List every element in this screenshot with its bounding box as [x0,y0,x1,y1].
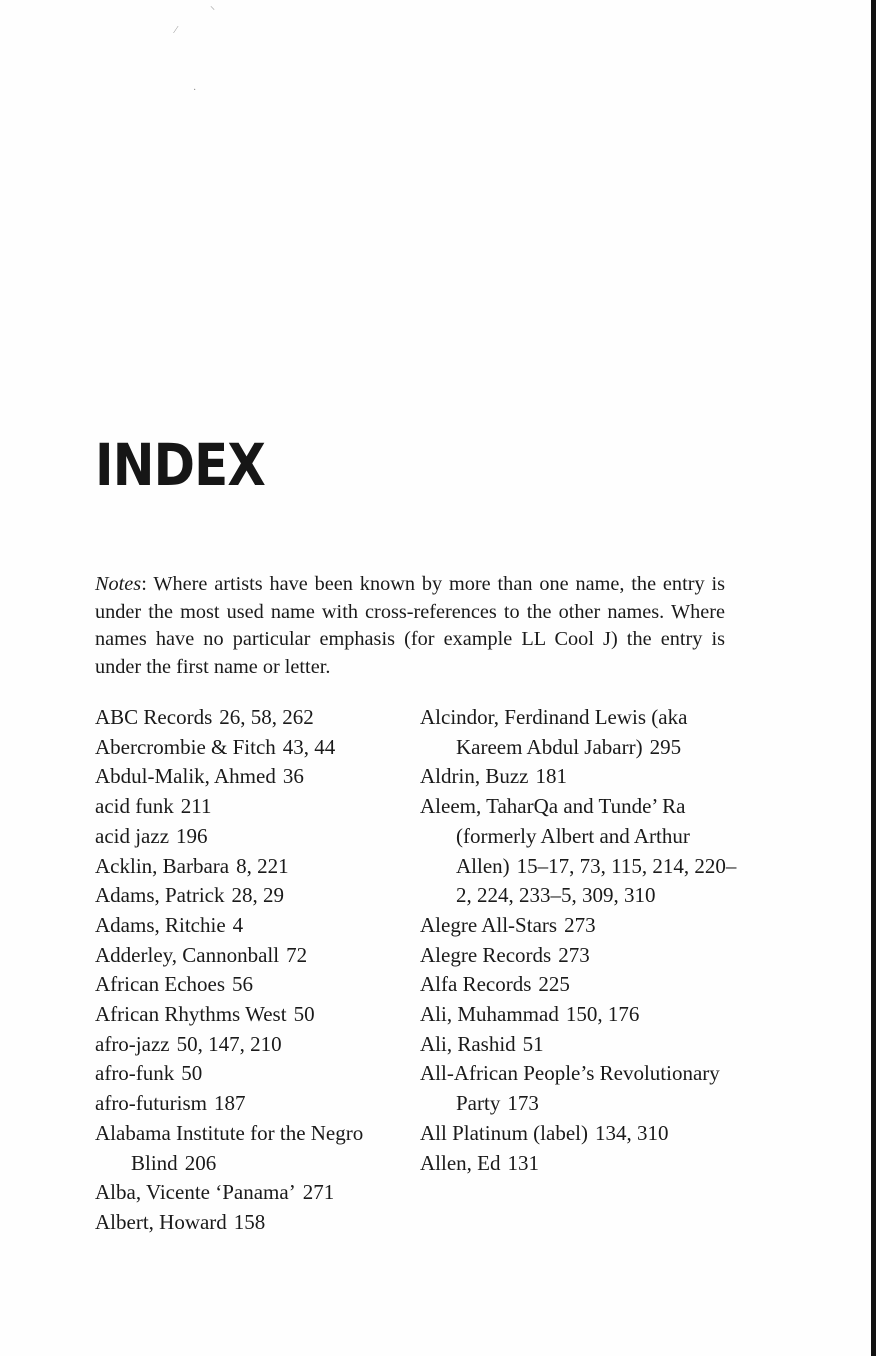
index-entry [95,1059,405,1089]
entry-pages: 134, 310 [594,1120,669,1145]
index-entry [420,1059,740,1118]
index-entry [95,703,405,733]
print-speck: · [193,85,197,96]
index-entry [95,970,405,1000]
index-entry [420,703,740,762]
index-entry [95,852,405,882]
entry-pages: 295 [649,734,682,759]
entry-term: Abdul-Malik, Ahmed [95,764,276,789]
index-entry [95,1000,405,1030]
entry-term: Adams, Ritchie [95,912,226,937]
entry-term: Alfa Records [420,972,532,997]
index-column-left [95,703,405,1238]
index-entry [420,792,740,911]
entry-term: Alcindor, Ferdinand Lewis (aka Kareem Abdul Jabarr) [420,705,688,759]
index-notes [95,571,725,681]
entry-term: Allen, Ed [420,1150,501,1175]
entry-term: Alegre All-Stars [420,912,558,937]
index-entry [95,792,405,822]
entry-pages: 28, 29 [231,883,284,908]
entry-term: Alba, Vicente ‘Panama’ [95,1180,296,1205]
entry-term: afro-jazz [95,1031,170,1056]
index-entry [95,881,405,911]
index-entry [420,1000,740,1030]
index-entry [95,733,405,763]
page-binding-edge [871,0,876,1356]
entry-term: Ali, Rashid [420,1031,516,1056]
index-entry [420,1149,740,1179]
index-entry [420,941,740,971]
entry-pages: 273 [564,912,596,937]
entry-term: acid jazz [95,823,170,848]
entry-term: All Platinum (label) [420,1120,588,1145]
entry-term: African Echoes [95,972,226,997]
index-column-right [420,703,740,1178]
index-entry [95,1208,405,1238]
entry-pages: 50, 147, 210 [176,1031,282,1056]
print-speck: ⸜ [210,1,215,12]
entry-term: afro-funk [95,1061,175,1086]
index-entry [420,762,740,792]
index-entry [95,1030,405,1060]
entry-term: Albert, Howard [95,1209,227,1234]
entry-term: Aleem, TaharQa and Tunde’ Ra (formerly Albert and Arthur Allen) [420,794,690,878]
index-entry [420,1030,740,1060]
entry-pages: 271 [302,1180,335,1205]
entry-term: acid funk [95,794,174,819]
index-entry [95,1089,405,1119]
entry-term: Alegre Records [420,942,552,967]
entry-term: Adderley, Cannonball [95,942,280,967]
entry-pages: 56 [232,972,254,997]
index-entry [95,1178,405,1208]
index-heading: INDEX [95,431,265,499]
entry-term: Acklin, Barbara [95,853,230,878]
index-entry [420,970,740,1000]
entry-term: Ali, Muhammad [420,1002,559,1027]
entry-pages: 211 [180,794,212,819]
entry-term: Aldrin, Buzz [420,764,529,789]
entry-term: Abercrombie & Fitch [95,734,276,759]
index-entry [95,762,405,792]
entry-term: afro-futurism [95,1091,207,1116]
entry-term: All-African People’s Revolutionary Party [420,1061,720,1116]
entry-pages: 51 [522,1031,544,1056]
entry-pages: 8, 221 [236,853,289,878]
entry-term: ABC Records [95,705,213,729]
index-entry [95,941,405,971]
entry-pages: 43, 44 [282,734,336,759]
index-entry [420,1119,740,1149]
entry-pages: 26, 58, 262 [219,705,314,729]
entry-pages: 72 [286,942,308,967]
index-entry [95,1119,405,1178]
entry-pages: 206 [184,1150,217,1175]
entry-pages: 36 [282,764,304,789]
notes-label: Notes [95,573,142,595]
entry-pages: 187 [213,1091,246,1116]
index-entry [95,822,405,852]
entry-pages: 273 [558,942,590,967]
entry-term: African Rhythms West [95,1002,287,1027]
entry-pages: 158 [233,1209,266,1234]
entry-pages: 173 [507,1091,539,1116]
notes-text: : Where artists have been known by more than one name, the entry is under the most used name with cross-references to the other names. Where names have no particular emphasis (for example LL Cool J) the entry is under the first name or letter. [95,573,725,678]
entry-pages: 150, 176 [565,1002,640,1027]
entry-pages: 225 [538,972,570,997]
index-entry [420,911,740,941]
entry-pages: 4 [232,912,244,937]
entry-pages: 131 [507,1150,539,1175]
entry-pages: 181 [535,764,567,789]
entry-term: Adams, Patrick [95,883,225,908]
entry-term: Alabama Institute for the Negro Blind [95,1120,364,1175]
print-speck: ⁄ [175,25,177,36]
entry-pages: 15–17, 73, 115, 214, 220–2, 224, 233–5, 309, 310 [456,853,737,908]
entry-pages: 196 [176,823,208,848]
index-entry [95,911,405,941]
entry-pages: 50 [293,1002,315,1027]
entry-pages: 50 [181,1061,203,1086]
